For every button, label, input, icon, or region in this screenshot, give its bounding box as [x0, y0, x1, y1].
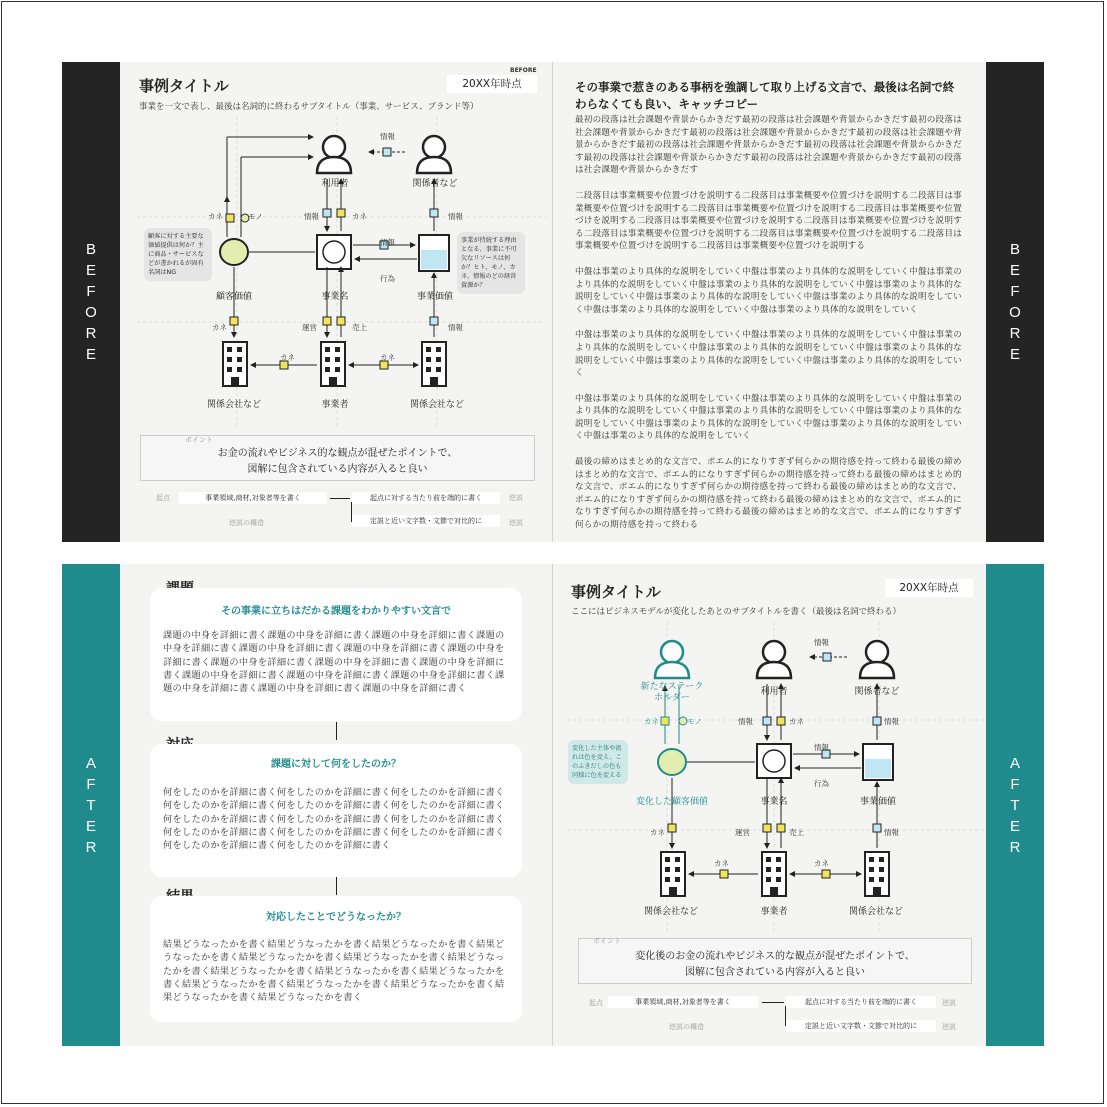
related-company-left-label: 関係会社など: [643, 907, 698, 917]
business-value-label: 事業価値: [416, 292, 453, 302]
issue-body: 課題の中身を詳細に書く課題の中身を詳細に書く課題の中身を詳細に書く課題の中身を詳細に書く課題の中身を詳細に書く課題の中身を詳細に書く課題の中身を詳細に書く課題の中身を詳細に書く課題の中身を詳細に書く課題の中身を詳細に書く課題の中身を詳細に書く課題の中身を詳細に書く課題の中身を詳細に書く課題の中身を詳細に書く課題の中身を詳細に書く課題の中身を詳細に書く: [163, 630, 505, 695]
contrast-label: 逆説: [509, 519, 523, 527]
before-vertical-label: [85, 239, 97, 365]
point-text-line1: お金の流れやビジネス的な観点が混ぜたポイントで、: [217, 448, 458, 459]
stakeholder-label: 関係者など: [854, 687, 900, 697]
page-subtitle: 事業を一文で表し、最後は名詞的に終わるサブタイトル（事業、サービス、ブランド等）: [139, 102, 479, 112]
info-label: 情報: [448, 323, 463, 332]
business-cycle-icon: [317, 235, 351, 269]
operator-label: 事業者: [321, 400, 349, 410]
sidebar-letter: F: [86, 283, 96, 300]
footer-box-contrast: 定説と近い文字数・文節で対比的に: [352, 515, 500, 527]
callout-left: 顧客に対する主要な価値提供は何か？主に商品・サービスなどが書かれるが固有名詞はNG: [144, 228, 212, 281]
sidebar-letter: R: [85, 325, 97, 342]
footer-box-contrast: 定説と近い文字数・文節で対比的に: [786, 1020, 936, 1032]
goods-label: モノ: [248, 212, 263, 221]
result-card: [150, 896, 522, 1022]
sidebar-letter: E: [1009, 817, 1020, 835]
before-corner-tag: BEFORE: [510, 67, 537, 74]
connector: [762, 1002, 784, 1003]
operator-label: 事業者: [760, 907, 788, 917]
related-company-right-label: 関係会社など: [848, 907, 903, 917]
users-icon: [757, 641, 791, 678]
footer-box-domain: 事業領域,商材,対象者等を書く: [179, 492, 327, 504]
footer-box-common: 起点に対する当たり前を端的に書く: [786, 996, 936, 1008]
info-label: 情報: [884, 828, 899, 837]
changed-value-label: 変化した顧客価値: [635, 797, 708, 807]
reverse-structure-label: 逆説の構造: [229, 519, 264, 527]
date-box: 20XX年時点: [447, 75, 537, 93]
paragraph: 中盤は事業のより具体的な説明をしていく中盤は事業のより具体的な説明をしていく中盤は事業のより具体的な説明をしていく中盤は事業のより具体的な説明をしていく中盤は事業のより具体的な説明をしていく中盤は事業のより具体的な説明をしていく中盤は事業のより具体的な説明をしていく: [575, 330, 962, 379]
info-label: 情報: [380, 238, 395, 247]
sidebar-letter: B: [85, 241, 96, 258]
flow-arrow: [336, 877, 337, 895]
before-spread: [62, 62, 1044, 542]
date-box: 20XX年時点: [885, 579, 973, 597]
operation-label: 運営: [735, 828, 750, 837]
after-vertical-label: [1010, 753, 1021, 858]
new-stakeholder-icon: [655, 641, 689, 678]
footer-box-domain: 事業領域,商材,対象者等を書く: [608, 996, 758, 1008]
info-label: 情報: [304, 212, 319, 221]
sidebar-letter: F: [1010, 775, 1020, 793]
contrast-label: 逆説: [942, 999, 956, 1007]
paragraph: 二段落目は事業概要や位置づけを説明する二段落目は事業概要や位置づけを説明する二段落目は事業概要や位置づけを説明する二段落目は事業概要や位置づけを説明する二段落目は事業概要や位置づけを説明する二段落目は事業概要や位置づけを説明する二段落目は事業概要や位置づけを説明する二段落目は事業概要や位置づけを説明する二段落目は事業概要や位置づけを説明する二段落目は事業概要や位置づけを説明する二段落目は事業概要や位置づけを説明する: [575, 190, 962, 252]
sidebar-letter: E: [1009, 346, 1020, 363]
paragraph: 最初の段落は社会課題や背景からかきだす最初の段落は社会課題や背景からかきだす最初の段落は社会課題や背景からかきだす最初の段落は社会課題や背景からかきだす最初の段落は社会課題や背景からかきだす最初の段落は社会課題や背景からかきだす最初の段落は社会課題や背景からかきだす最初の段落は社会課題や背景からかきだす最初の段落は社会課題や背景からかきだす最初の段落は社会課題や背景からかきだす: [575, 115, 962, 176]
related-company-left-label: 関係会社など: [206, 400, 261, 410]
response-body: 何をしたのかを詳細に書く何をしたのかを詳細に書く何をしたのかを詳細に書く何をしたのかを詳細に書く何をしたのかを詳細に書く何をしたのかを詳細に書く何をしたのかを詳細に書く何をしたのかを詳細に書く何をしたのかを詳細に書く何をしたのかを詳細に書く何をしたのかを詳細に書く何をしたのかを詳細に書く何をしたのかを詳細に書く何をしたのかを詳細に書く: [163, 787, 505, 852]
action-label: 行為: [380, 274, 395, 283]
point-box: [578, 938, 972, 984]
sidebar-letter: R: [1009, 325, 1021, 342]
users-label: 利用者: [321, 179, 349, 189]
money-label: カネ: [650, 828, 665, 837]
customer-value-label: 顧客価値: [215, 292, 252, 302]
page-gutter: [552, 564, 553, 1046]
page-title: 事例タイトル: [139, 77, 229, 95]
sidebar-letter: E: [85, 346, 96, 363]
sidebar-letter: O: [1009, 304, 1021, 321]
changed-value-icon: [658, 749, 686, 775]
page-title: 事例タイトル: [571, 583, 661, 601]
page-subtitle: ここにはビジネスモデルが変化したあとのサブタイトルを書く（最後は名詞で終わる）: [571, 607, 902, 617]
customer-value-icon: [220, 239, 248, 265]
business-value-icon: [419, 235, 449, 271]
money-label: カネ: [280, 353, 295, 362]
money-label: カネ: [714, 859, 729, 868]
point-text-line2: 図解に包含されている内容が入ると良い: [247, 464, 428, 475]
business-cycle-icon: [757, 744, 791, 778]
sales-label: 売上: [789, 828, 804, 837]
sidebar-letter: R: [85, 838, 97, 856]
money-label: カネ: [644, 717, 659, 726]
before-sidebar-right: [986, 62, 1044, 542]
before-sidebar-left: [62, 62, 120, 542]
point-text-line2: 図解に包含されている内容が入ると良い: [685, 967, 865, 978]
callout-changed: 変化した主体や流れは色を変え、このふきだしの色も同様に色を変える: [568, 740, 628, 784]
connector: [330, 498, 350, 499]
business-value-label: 事業価値: [859, 797, 896, 807]
flow-arrow: [336, 722, 337, 740]
sidebar-letter: T: [1010, 796, 1020, 814]
sidebar-letter: O: [85, 304, 97, 321]
paragraph: 最後の締めはまとめ的な文言で、ポエム的になりすぎず何らかの期待感を持って終わる最後の締めはまとめ的な文言で、ポエム的になりすぎず何らかの期待感を持って終わる最後の締めはまとめ的な文言で、ポエム的になりすぎず何らかの期待感を持って終わる最後の締めはまとめ的な文言で、ポエム的になりすぎず何らかの期待感を持って終わる最後の締めはまとめ的な文言で、ポエム的になりすぎず何らかの期待感を持って終わる最後の締めはまとめ的な文言で、ポエム的になりすぎず何らかの期待感を持って終わる: [575, 457, 962, 531]
sidebar-letter: A: [1009, 754, 1020, 772]
stakeholder-icon: [860, 641, 894, 678]
sidebar-letter: R: [1009, 838, 1021, 856]
catch-copy-headline: その事業で惹きのある事柄を強調して取り上げる文言で、最後は名詞で終わらなくても良い、キャッチコピー: [575, 80, 955, 111]
after-business-diagram: [567, 622, 987, 932]
response-subheading: 課題に対して何をしたのか？: [271, 759, 401, 770]
users-label: 利用者: [760, 687, 788, 697]
sidebar-letter: E: [85, 262, 96, 279]
point-label: ポイント: [185, 436, 213, 444]
after-vertical-label: [86, 753, 97, 858]
before-vertical-label: [1009, 239, 1021, 365]
action-label: 行為: [814, 779, 829, 788]
start-label: 起点: [589, 999, 603, 1007]
reverse-structure-label: 逆説の構造: [669, 1023, 704, 1031]
money-label: カネ: [208, 212, 223, 221]
point-box: [140, 435, 535, 481]
article-body: [575, 114, 963, 532]
point-label: ポイント: [593, 937, 621, 945]
contrast-label: 逆説: [509, 494, 523, 502]
stakeholder-icon: [417, 136, 451, 173]
after-sidebar-left: [62, 564, 120, 1046]
response-card: [150, 744, 522, 877]
operation-label: 運営: [302, 323, 317, 332]
paragraph: 中盤は事業のより具体的な説明をしていく中盤は事業のより具体的な説明をしていく中盤は事業のより具体的な説明をしていく中盤は事業のより具体的な説明をしていく中盤は事業のより具体的な説明をしていく中盤は事業のより具体的な説明をしていく中盤は事業のより具体的な説明をしていく中盤は事業のより具体的な説明をしていく中盤は事業のより具体的な説明をしていく: [575, 266, 962, 315]
sidebar-letter: A: [85, 754, 96, 772]
money-label: カネ: [814, 859, 829, 868]
sidebar-letter: F: [1010, 283, 1020, 300]
contrast-label: 逆説: [942, 1023, 956, 1031]
related-company-right-label: 関係会社など: [409, 400, 464, 410]
after-spread: [62, 564, 1044, 1046]
sidebar-letter: F: [86, 775, 96, 793]
result-subheading: 対応したことでどうなったか？: [266, 912, 406, 923]
info-label: 情報: [738, 717, 753, 726]
business-name-label: 事業名: [760, 797, 788, 807]
info-label: 情報: [814, 743, 829, 752]
sidebar-letter: E: [85, 817, 96, 835]
business-name-label: 事業名: [321, 292, 349, 302]
new-stakeholder-label: 新たなステークホルダー: [640, 682, 704, 703]
page-gutter: [552, 62, 553, 542]
issue-card: [150, 588, 522, 721]
sidebar-letter: T: [86, 796, 96, 814]
sidebar-letter: B: [1009, 241, 1020, 258]
business-value-icon: [863, 744, 893, 780]
callout-right: 事業が持続する理由となる、事業に不可欠なリソースは何か？ヒト、モノ、カネ、情報のどの経営資源か？: [457, 232, 525, 294]
info-label: 情報: [448, 212, 463, 221]
info-label: 情報: [814, 638, 829, 647]
footer-box-common: 起点に対する当たり前を端的に書く: [352, 492, 500, 504]
start-label: 起点: [156, 494, 170, 502]
goods-label: モノ: [687, 717, 702, 726]
money-label: カネ: [352, 212, 367, 221]
paragraph: 中盤は事業のより具体的な説明をしていく中盤は事業のより具体的な説明をしていく中盤は事業のより具体的な説明をしていく中盤は事業のより具体的な説明をしていく中盤は事業のより具体的な説明をしていく中盤は事業のより具体的な説明をしていく中盤は事業のより具体的な説明をしていく中盤は事業のより具体的な説明をしていく: [575, 393, 962, 442]
issue-subheading: その事業に立ちはだかる課題をわかりやすい文言で: [221, 606, 451, 617]
money-label: カネ: [789, 717, 804, 726]
sales-label: 売上: [352, 323, 367, 332]
after-sidebar-right: [986, 564, 1044, 1046]
info-label: 情報: [380, 132, 395, 141]
result-body: 結果どうなったかを書く結果どうなったかを書く結果どうなったかを書く結果どうなったかを書く結果どうなったかを書く結果どうなったかを書く結果どうなったかを書く結果どうなったかを書く結果どうなったかを書く結果どうなったかを書く結果どうなったかを書く結果どうなったかを書く結果どうなったかを書く結果どうなったかを書く結果どうなったかを書く: [163, 939, 505, 1004]
money-label: カネ: [212, 323, 227, 332]
users-icon: [317, 136, 351, 173]
money-label: カネ: [380, 353, 395, 362]
info-label: 情報: [884, 717, 899, 726]
point-text-line1: 変化後のお金の流れやビジネス的な観点が混ぜたポイントで、: [635, 951, 915, 962]
stakeholder-label: 関係者など: [412, 179, 458, 189]
sidebar-letter: E: [1009, 262, 1020, 279]
